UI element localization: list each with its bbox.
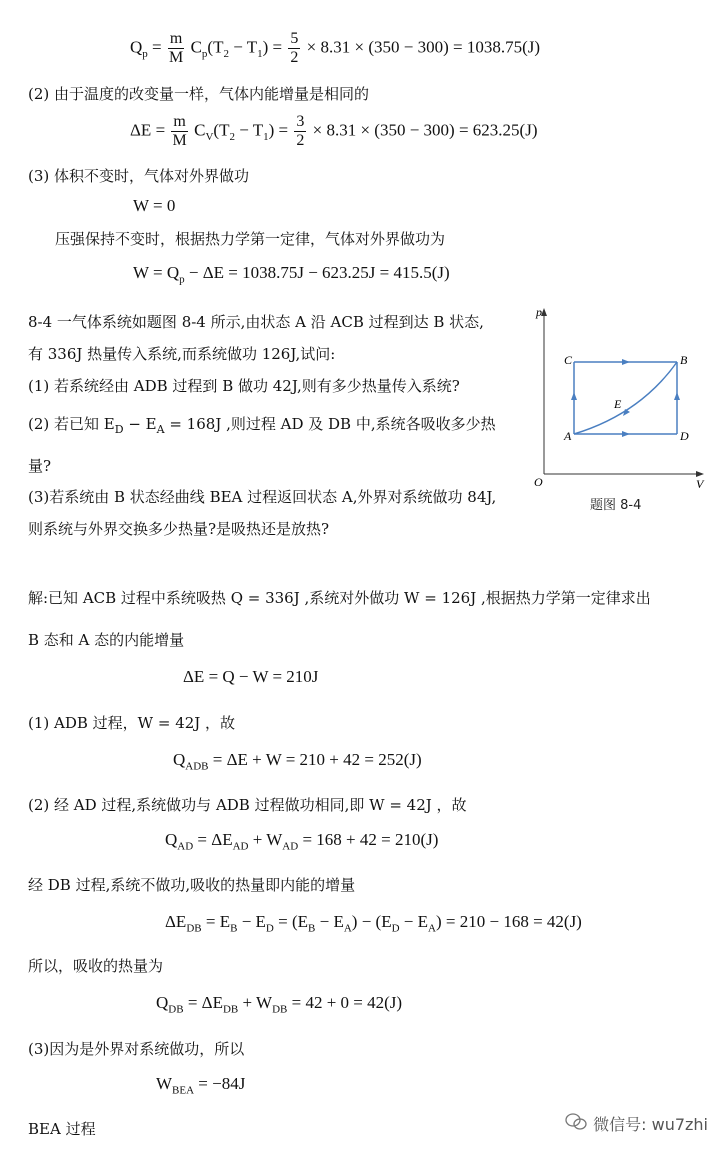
solution-line-6: 所以，吸收的热量为 [28,957,164,975]
label-v: V [696,477,704,491]
solution-line-2: B 态和 A 态的内能增量 [28,631,185,649]
solution-eq-6: $W_{BEA} = -84J$ [156,1074,246,1097]
solution-eq-2: $Q_{ADB} = \Delta E + W = 210 + 42 = 252(J)$ [173,750,422,773]
problem-line-6: (3)若系统由 B 状态经曲线 BEA 过程返回状态 A,外界对系统做功 84J, [28,488,497,506]
arrow-cb [622,359,630,365]
problem-line-7: 则系统与外界交换多少热量?是吸热还是放热? [28,520,330,538]
label-o: O [534,475,543,489]
solution-line-8: BEA 过程 [28,1120,96,1138]
figure-caption: 题图 8-4 [590,498,642,513]
solution-eq-5: $Q_{DB} = \Delta E_{DB} + W_{DB} = 42 + 0 = 42(J)$ [156,993,403,1016]
problem-line-5: 量? [28,457,52,475]
label-c: C [564,353,573,367]
solution-line-1: 解:已知 ACB 过程中系统吸热 Q = 336J ,系统对外做功 W = 126J ,根据热力学第一定律求出 [28,589,651,607]
paragraph-2: (2) 由于温度的改变量一样，气体内能增量是相同的 [28,85,370,103]
path-bea [574,362,677,434]
problem-line-2: 有 336J 热量传入系统,而系统做功 126J,试问: [28,345,336,363]
equation-w-zero: W = 0 [133,196,176,215]
wechat-icon [565,1113,587,1135]
problem-line-3: (1) 若系统经由 ADB 过程到 B 做功 42J,则有多少热量传入系统? [28,377,460,395]
solution-line-3: (1) ADB 过程，W = 42J ，故 [28,714,236,732]
problem-line-4: (2) 若已知 $E_D - E_A = 168J$ ,则过程 AD 及 DB 中,系统各吸收多少热 [28,415,496,436]
solution-eq-1: ΔE = Q − W = 210J [183,667,319,686]
wechat-watermark [565,1112,708,1135]
label-b: B [680,353,688,367]
paragraph-4: 压强保持不变时，根据热力学第一定律，气体对外界做功为 [55,230,446,248]
equation-w-result: $W = Q_p - \Delta E = 1038.75J - 623.25J = 415.5(J)$ [133,263,450,286]
paragraph-3: (3) 体积不变时，气体对外界做功 [28,167,250,185]
arrow-db [674,392,680,400]
label-a: A [564,429,572,443]
label-p: p [536,305,542,319]
solution-line-7: (3)因为是外界对系统做功，所以 [28,1040,245,1058]
equation-delta-e: ΔE = $\frac{m}{M}$ $C_V(T_2 - T_1)$ = $\frac{3}{2}$ × 8.31 × (350 − 300) = 623.25(J) [130,113,538,149]
equation-qp: $Q_p$ = $\frac{m}{M}$ $C_p(T_2 - T_1)$ = $\frac{5}{2}$ × 8.31 × (350 − 300) = 1038.75(J) [130,30,541,66]
watermark-text: 微信号: wu7zhi [593,1115,708,1134]
problem-line-1: 8-4 一气体系统如题图 8-4 所示,由状态 A 沿 ACB 过程到达 B 状态, [28,313,484,331]
label-e: E [614,397,622,411]
label-d: D [680,429,689,443]
arrow-bea [623,409,630,416]
arrow-ac [571,392,577,400]
arrow-ad [622,431,630,437]
solution-line-5: 经 DB 过程,系统不做功,吸收的热量即内能的增量 [28,876,356,894]
solution-eq-4: $\Delta E_{DB} = E_B - E_D = (E_B - E_A) - (E_D - E_A) = 210 - 168 = 42(J)$ [165,912,582,935]
pv-diagram [530,304,710,494]
solution-line-4: (2) 经 AD 过程,系统做功与 ADB 过程做功相同,即 W = 42J ，故 [28,796,467,814]
solution-eq-3: $Q_{AD} = \Delta E_{AD} + W_{AD} = 168 + 42 = 210(J)$ [165,830,439,853]
